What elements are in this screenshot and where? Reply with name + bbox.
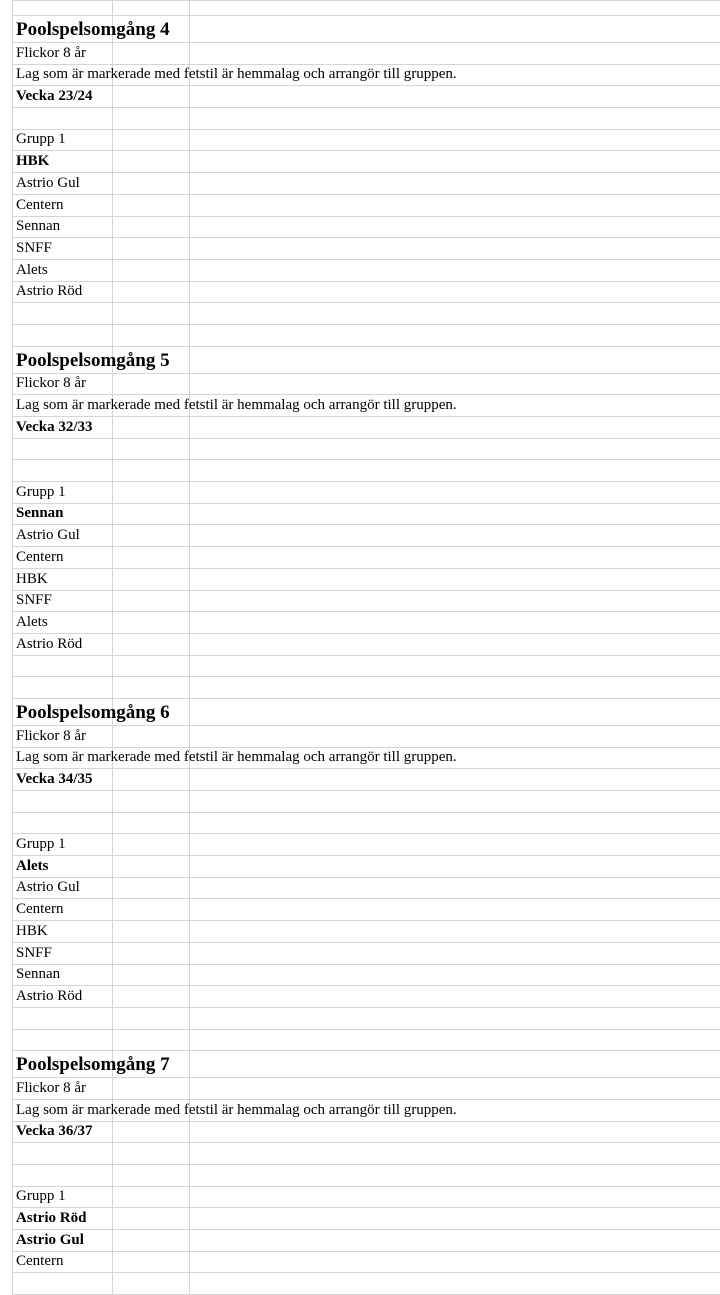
sheet-row-empty[interactable] — [12, 1143, 720, 1165]
group-label: Grupp 1 — [16, 1188, 66, 1205]
team-name: Centern — [16, 901, 64, 918]
note-row[interactable] — [12, 1100, 720, 1122]
sheet-row-empty[interactable] — [12, 303, 720, 325]
team-row[interactable] — [12, 525, 720, 547]
team-name: Centern — [16, 548, 64, 565]
team-row[interactable] — [12, 612, 720, 634]
section-title: Poolspelsomgång 5 — [16, 349, 170, 371]
section-title: Poolspelsomgång 7 — [16, 1054, 170, 1076]
group-label: Grupp 1 — [16, 836, 66, 853]
sheet-row-empty[interactable] — [12, 791, 720, 813]
sheet-row-empty[interactable] — [12, 0, 720, 16]
host-team: Astrio Röd — [16, 1210, 87, 1227]
team-name: Astrio Gul — [16, 174, 80, 191]
category-row[interactable] — [12, 1078, 720, 1100]
team-name: SNFF — [16, 592, 52, 609]
team-row[interactable] — [12, 965, 720, 987]
team-row[interactable] — [12, 943, 720, 965]
group-row[interactable] — [12, 482, 720, 504]
section-title: Poolspelsomgång 4 — [16, 19, 170, 40]
week-row[interactable] — [12, 86, 720, 108]
group-label: Grupp 1 — [16, 483, 66, 500]
sheet-row-empty[interactable] — [12, 677, 720, 699]
section-title-row[interactable] — [12, 1051, 720, 1078]
category-label: Flickor 8 år — [16, 1079, 86, 1096]
team-row[interactable] — [12, 899, 720, 921]
week-row[interactable] — [12, 1122, 720, 1144]
team-row[interactable] — [12, 986, 720, 1008]
team-name: Alets — [16, 613, 48, 630]
sheet-row-empty[interactable] — [12, 460, 720, 482]
team-row[interactable] — [12, 217, 720, 239]
sheet-row-empty[interactable] — [12, 1273, 720, 1295]
section-title-row[interactable] — [12, 347, 720, 374]
team-name: Sennan — [16, 218, 61, 235]
team-name: HBK — [16, 570, 48, 587]
team-name: SNFF — [16, 944, 52, 961]
host-team-row[interactable] — [12, 1230, 720, 1252]
host-team: HBK — [16, 153, 50, 170]
group-row[interactable] — [12, 834, 720, 856]
team-row[interactable] — [12, 634, 720, 656]
note-row[interactable] — [12, 395, 720, 417]
team-row[interactable] — [12, 260, 720, 282]
week-label: Vecka 32/33 — [16, 418, 93, 435]
sheet-row-empty[interactable] — [12, 325, 720, 347]
section-title-row[interactable] — [12, 699, 720, 726]
category-label: Flickor 8 år — [16, 375, 86, 392]
sheet-row-empty[interactable] — [12, 1165, 720, 1187]
host-team-row[interactable] — [12, 856, 720, 878]
sheet-row-empty[interactable] — [12, 108, 720, 130]
section-title: Poolspelsomgång 6 — [16, 701, 170, 723]
team-name: HBK — [16, 922, 48, 939]
sheet-row-empty[interactable] — [12, 1008, 720, 1030]
sheet-row-empty[interactable] — [12, 1030, 720, 1052]
host-team: Sennan — [16, 505, 64, 522]
week-label: Vecka 34/35 — [16, 771, 93, 787]
host-team-row[interactable] — [12, 504, 720, 526]
team-row[interactable] — [12, 173, 720, 195]
host-team-row[interactable] — [12, 1208, 720, 1230]
host-note: Lag som är markerade med fetstil är hemmalag och arrangör till gruppen. — [16, 66, 457, 83]
team-row[interactable] — [12, 547, 720, 569]
team-name: Astrio Gul — [16, 879, 80, 896]
sheet-row-empty[interactable] — [12, 813, 720, 835]
team-name: Centern — [16, 196, 64, 213]
category-row[interactable] — [12, 374, 720, 396]
category-row[interactable] — [12, 726, 720, 748]
team-row[interactable] — [12, 569, 720, 591]
host-team: Alets — [16, 857, 49, 874]
team-row[interactable] — [12, 591, 720, 613]
category-row[interactable] — [12, 43, 720, 65]
host-team-row[interactable] — [12, 151, 720, 173]
sheet-row-empty[interactable] — [12, 656, 720, 678]
team-row[interactable] — [12, 238, 720, 260]
team-row[interactable] — [12, 195, 720, 217]
team-name: Astrio Röd — [16, 283, 83, 300]
team-name: Alets — [16, 261, 48, 278]
team-name: Centern — [16, 1253, 64, 1270]
category-label: Flickor 8 år — [16, 44, 86, 61]
host-note: Lag som är markerade med fetstil är hemmalag och arrangör till gruppen. — [16, 397, 457, 413]
team-row[interactable] — [12, 921, 720, 943]
team-row[interactable] — [12, 282, 720, 304]
spreadsheet — [12, 0, 720, 1295]
team-name: SNFF — [16, 239, 52, 256]
host-note: Lag som är markerade med fetstil är hemmalag och arrangör till gruppen. — [16, 1101, 457, 1118]
week-label: Vecka 23/24 — [16, 88, 93, 105]
group-row[interactable] — [12, 130, 720, 152]
week-row[interactable] — [12, 769, 720, 791]
category-label: Flickor 8 år — [16, 727, 86, 744]
section-title-row[interactable] — [12, 16, 720, 43]
week-row[interactable] — [12, 417, 720, 439]
host-note: Lag som är markerade med fetstil är hemmalag och arrangör till gruppen. — [16, 749, 457, 766]
team-name: Astrio Röd — [16, 987, 83, 1004]
host-team: Astrio Gul — [16, 1231, 84, 1248]
week-label: Vecka 36/37 — [16, 1123, 93, 1140]
note-row[interactable] — [12, 748, 720, 770]
team-name: Astrio Röd — [16, 635, 83, 652]
note-row[interactable] — [12, 65, 720, 87]
team-row[interactable] — [12, 1252, 720, 1274]
group-label: Grupp 1 — [16, 131, 66, 148]
sheet-row-empty[interactable] — [12, 439, 720, 461]
team-row[interactable] — [12, 878, 720, 900]
team-name: Astrio Gul — [16, 527, 80, 544]
team-name: Sennan — [16, 966, 61, 983]
group-row[interactable] — [12, 1187, 720, 1209]
